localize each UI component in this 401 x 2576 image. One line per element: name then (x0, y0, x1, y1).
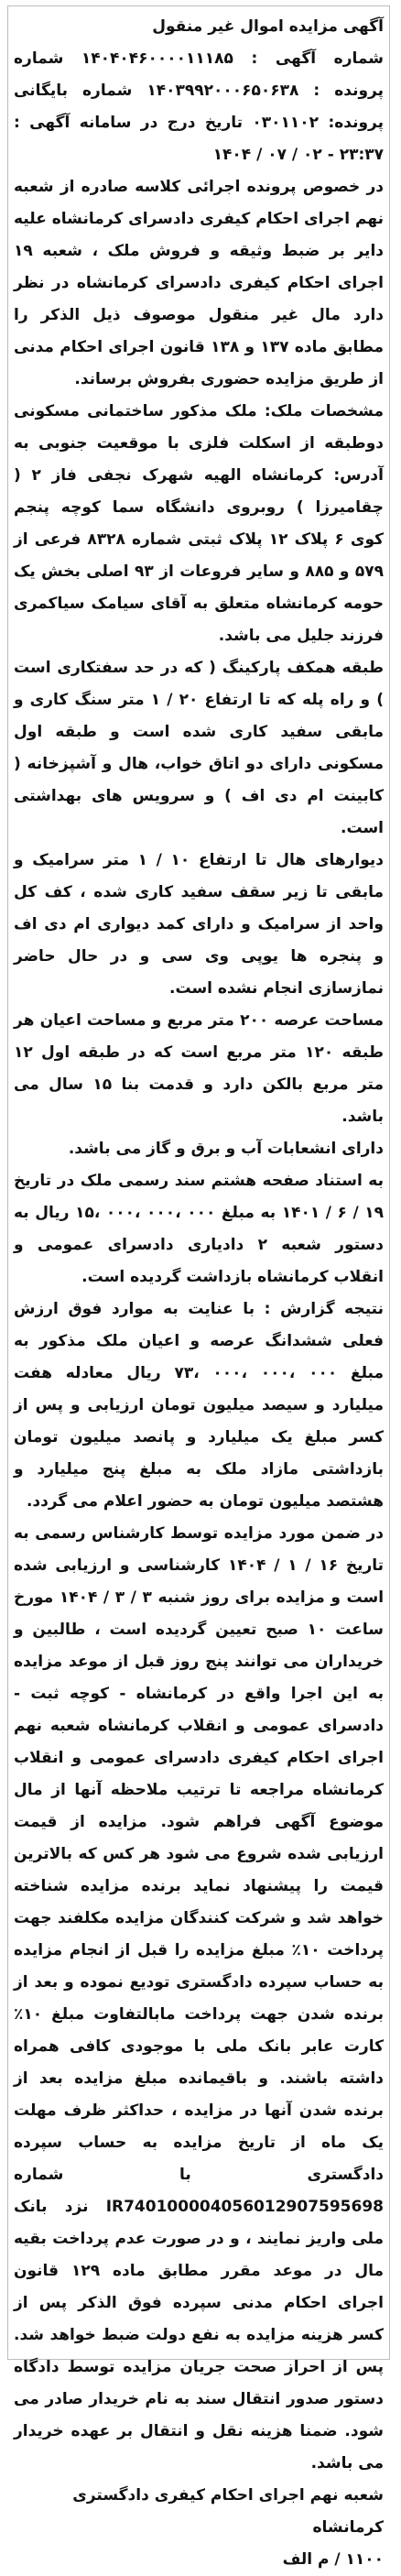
auction-notice (7, 5, 390, 2569)
issuing-branch: شعبه نهم اجرای احکام کیفری دادگستری کرمانشاه (72, 2486, 384, 2537)
auction-terms-paragraph: در ضمن مورد مزایده توسط کارشناس رسمی به تاریخ ۱۶ / ۱ / ۱۴۰۴ کارشناسی و ارزیابی شده است و مزایده برای روز شنبه ۳ / ۳ / ۱۴۰۴ مورخ ساعت ۱۰ صبح تعیین گردیده است ، طالبین و خریداران می توانند پنج روز قبل از موعد مزایده به این اجرا واقع در کرمانشاه - کوچه ثبت - دادسرای عمومی و انقلاب کرمانشاه شعبه نهم اجرای احکام کیفری دادسرای عمومی و انقلاب کرمانشاه مراجعه تا ترتیب ملاحظه آنها از مال موضوع آگهی فراهم شود. مزایده از قیمت ارزیابی شده شروع می شود هر کس که بالاترین قیمت را پیشنهاد نماید برنده مزایده شناخته خواهد شد و شرکت کنندگان مزایده مکلفند جهت پرداخت ۱۰٪ مبلغ مزایده را قبل از انجام مزایده به حساب سپرده دادگستری تودیع نموده و بعد از برنده شدن جهت پرداخت مابالتفاوت مبلغ ۱۰٪ کارت عابر بانک ملی با موجودی کافی همراه داشته باشند. و باقیمانده مبلغ مزایده بعد از برنده شدن آنها در مزایده ، حداکثر ظرف مهلت یک ماه از تاریخ مزایده به حساب سپرده دادگستری با شماره IR740100004056012907595698 نزد بانک ملی واریز نمایند ، و در صورت عدم پرداخت بقیه مال در موعد مقرر مطابق ماده ۱۲۹ قانون اجرای احکام مدنی سپرده فوق الذکر پس از کسر هزینه مزایده به نفع دولت ضبط خواهد شد. پس از احراز صحت جریان مزایده توسط دادگاه دستور صدور انتقال سند به نام خریدار صادر می شود. ضمنا هزینه نقل و انتقال بر عهده خریدار می باشد. (14, 1524, 385, 2472)
property-specs-paragraph: مشخصات ملک: ملک مذکور ساختمانی مسکونی دوطبقه از اسکلت فلزی با موقعیت جنوبی به آدرس: کرمانشاه الهیه شهرک نجفی فاز ۲ ( چقامیرزا ) روبروی دانشگاه سما کوچه پنجم کوی ۶ پلاک ۱۲ پلاک ثبتی شماره ۸۳۲۸ فرعی از ۵۷۹ و ۸۸۵ و سایر فروعات از ۹۳ اصلی بخش یک حومه کرمانشاه متعلق به آقای سیامک سیاکمری فرزند جلیل می باشد. (14, 402, 384, 645)
notice-code: ۱۱۰۰ / م الف (282, 2550, 384, 2569)
notice-meta: شماره آگهی : ۱۴۰۴۰۴۶۰۰۰۰۱۱۱۸۵ شماره پرونده : ۱۴۰۳۹۹۲۰۰۰۶۵۰۶۳۸ شماره بایگانی پرونده: ۰۳۰۱۱۰۲ تاریخ درج در سامانه آگهی : ۲۳:۳۷ - ۰۲ / ۰۷ / ۱۴۰۴ (14, 49, 385, 164)
ground-floor-paragraph: طبقه همکف پارکینگ ( که در حد سفتکاری است ) و راه پله که تا ارتفاع ۲۰ / ۱ متر سنگ کاری و مابقی سفید کاری شده است و طبقه اول مسکونی دارای دو اتاق خواب، هال و آشپزخانه ( کابینت ام دی اف ) و سرویس های بهداشتی است. (14, 659, 385, 837)
notice-title: آگهی مزایده اموال غیر منقول (152, 17, 384, 36)
area-paragraph: مساحت عرصه ۲۰۰ متر مربع و مساحت اعیان هر طبقه ۱۲۰ متر مربع است که در طبقه اول ۱۲ متر مربع بالکن دارد و قدمت بنا ۱۵ سال می باشد. (14, 1011, 385, 1126)
notice-intro-paragraph: در خصوص پرونده اجرائی کلاسه صادره از شعبه نهم اجرای احکام کیفری دادسرای کرمانشاه علیه دایر بر ضبط وثیقه و فروش ملک ، شعبه ۱۹ اجرای احکام کیفری دادسرای کرمانشاه در نظر دارد مال غیر منقول موصوف ذیل الذکر را مطابق ماده ۱۳۷ و ۱۳۸ قانون اجرای احکام مدنی از طریق مزایده حضوری بفروش برساند. (14, 178, 384, 388)
seizure-paragraph: به استناد صفحه هشتم سند رسمی ملک در تاریخ ۱۹ / ۶ / ۱۴۰۱ به مبلغ ۰۰۰ ،۰۰۰ ،۰۰۰ ،۱۵ ریال به دستور شعبه ۲ دادیاری دادسرای عمومی و انقلاب کرمانشاه بازداشت گردیده است. (14, 1172, 384, 1286)
walls-paragraph: دیوارهای هال تا ارتفاع ۱۰ / ۱ متر سرامیک و مابقی تا زیر سقف سفید کاری شده ، کف کل واحد از سرامیک و دارای کمد دیواری ام دی اف و پنجره ها یوپی وی سی و در حال حاضر نمازسازی انجام نشده است. (14, 851, 384, 998)
utilities-paragraph: دارای انشعابات آب و برق و گاز می باشد. (68, 1140, 384, 1158)
valuation-result-paragraph: نتیجه گزارش : با عنایت به موارد فوق ارزش فعلی ششدانگ عرصه و اعیان ملک مذکور به مبلغ ۰۰۰ ،۰۰۰ ،۰۰۰ ،۷۳ ریال معادله هفت میلیارد و سیصد میلیون تومان ارزیابی و پس از کسر مبلغ یک میلیارد و پانصد میلیون تومان بازداشتی مازاد ملک به مبلغ پنج میلیارد و هشتصد میلیون تومان به حضور اعلام می گردد. (14, 1300, 385, 1511)
